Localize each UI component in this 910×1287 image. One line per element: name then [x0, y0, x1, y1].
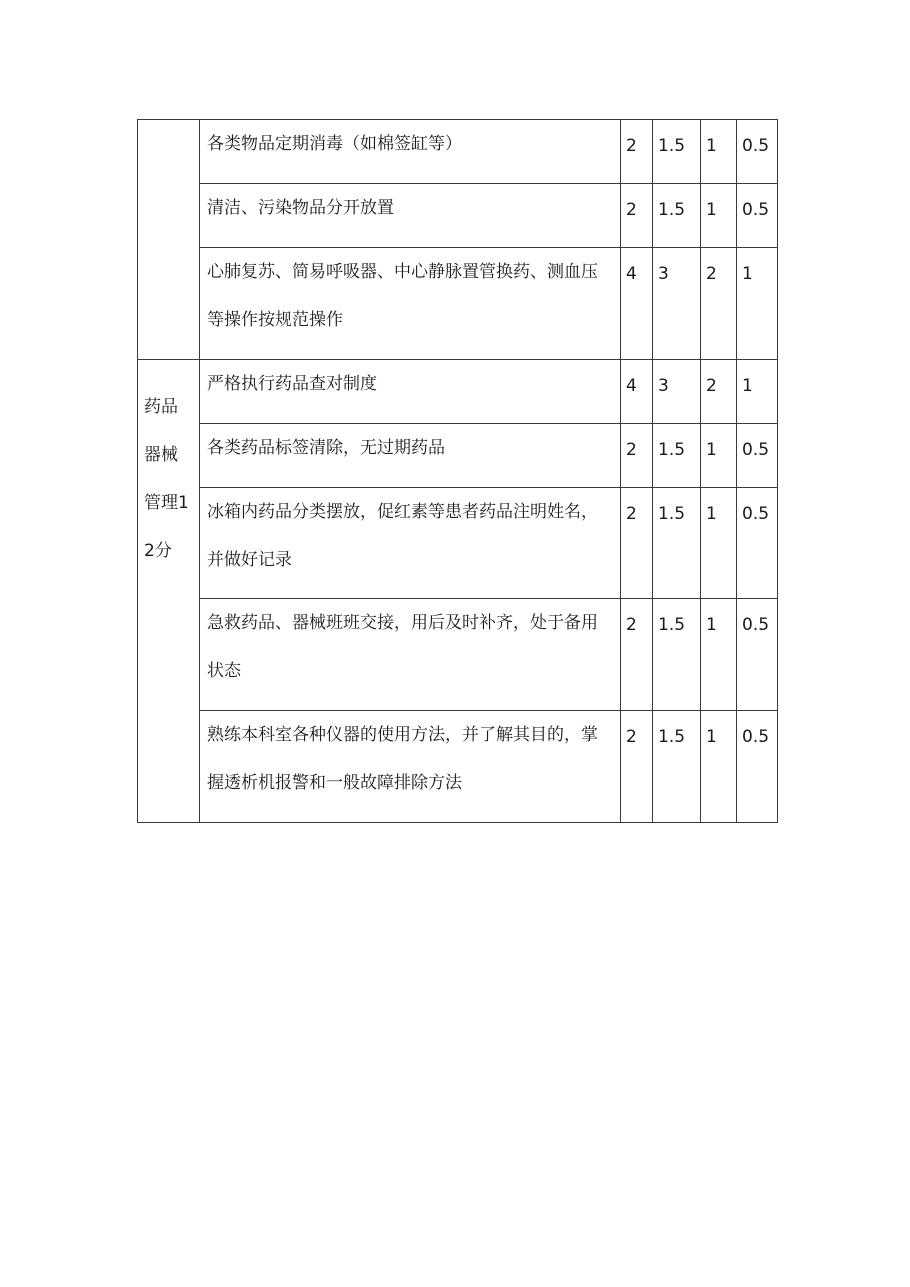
- item-cell: [200, 184, 621, 248]
- score-cell: [621, 248, 653, 360]
- item-text: 各类物品定期消毒（如棉签缸等）: [207, 134, 462, 154]
- score-value: 1.5: [658, 136, 686, 156]
- score-cell: [737, 599, 778, 711]
- category-cell: [138, 360, 200, 823]
- category-cell: [138, 120, 200, 360]
- score-cell: [621, 711, 653, 823]
- scoring-table: [137, 119, 778, 823]
- item-cell: [200, 424, 621, 488]
- score-cell: [621, 424, 653, 488]
- score-value: 2: [626, 727, 637, 747]
- score-cell: [701, 424, 737, 488]
- score-value: 1: [706, 136, 717, 156]
- score-value: 2: [626, 136, 637, 156]
- score-cell: [737, 711, 778, 823]
- score-cell: [737, 488, 778, 599]
- score-cell: [653, 120, 701, 184]
- item-cell: [200, 248, 621, 360]
- score-value: 1.5: [658, 504, 686, 524]
- score-value: 4: [626, 376, 637, 396]
- score-cell: [737, 120, 778, 184]
- score-value: 0.5: [742, 615, 770, 635]
- score-value: 2: [706, 264, 717, 284]
- table-row: [138, 248, 778, 360]
- score-cell: [621, 599, 653, 711]
- score-cell: [737, 184, 778, 248]
- score-value: 1.5: [658, 727, 686, 747]
- score-cell: [621, 360, 653, 424]
- score-value: 1: [706, 440, 717, 460]
- score-value: 1: [706, 727, 717, 747]
- score-value: 3: [658, 376, 669, 396]
- table-row: [138, 488, 778, 599]
- score-cell: [653, 360, 701, 424]
- score-value: 1.5: [658, 615, 686, 635]
- item-cell: [200, 360, 621, 424]
- item-cell: [200, 711, 621, 823]
- score-cell: [653, 184, 701, 248]
- score-value: 1.5: [658, 440, 686, 460]
- table-row: [138, 120, 778, 184]
- score-cell: [701, 360, 737, 424]
- score-value: 0.5: [742, 504, 770, 524]
- table-row: [138, 424, 778, 488]
- score-cell: [737, 424, 778, 488]
- item-text: 各类药品标签清除，无过期药品: [207, 438, 445, 458]
- score-cell: [653, 711, 701, 823]
- score-cell: [701, 599, 737, 711]
- score-cell: [701, 248, 737, 360]
- score-cell: [653, 488, 701, 599]
- score-cell: [737, 360, 778, 424]
- score-cell: [621, 488, 653, 599]
- score-value: 2: [626, 440, 637, 460]
- item-text: 急救药品、器械班班交接，用后及时补齐，处于备用状态: [207, 613, 598, 681]
- score-cell: [653, 248, 701, 360]
- score-cell: [621, 120, 653, 184]
- score-cell: [653, 599, 701, 711]
- item-text: 严格执行药品查对制度: [207, 374, 377, 394]
- score-value: 3: [658, 264, 669, 284]
- table-row: [138, 360, 778, 424]
- table-row: [138, 711, 778, 823]
- table-row: [138, 184, 778, 248]
- score-value: 1: [742, 264, 753, 284]
- score-value: 2: [626, 200, 637, 220]
- score-value: 0.5: [742, 200, 770, 220]
- score-cell: [701, 184, 737, 248]
- category-label: 药品器械管理12分: [144, 397, 189, 561]
- score-value: 1: [706, 504, 717, 524]
- score-value: 0.5: [742, 440, 770, 460]
- item-cell: [200, 488, 621, 599]
- score-value: 4: [626, 264, 637, 284]
- score-value: 1: [706, 615, 717, 635]
- score-value: 2: [706, 376, 717, 396]
- score-value: 1: [706, 200, 717, 220]
- score-cell: [701, 488, 737, 599]
- item-text: 熟练本科室各种仪器的使用方法，并了解其目的，掌握透析机报警和一般故障排除方法: [207, 725, 598, 793]
- score-cell: [653, 424, 701, 488]
- score-value: 0.5: [742, 136, 770, 156]
- score-cell: [621, 184, 653, 248]
- item-text: 冰箱内药品分类摆放，促红素等患者药品注明姓名，并做好记录: [207, 502, 598, 570]
- table-row: [138, 599, 778, 711]
- item-text: 清洁、污染物品分开放置: [207, 198, 394, 218]
- score-value: 0.5: [742, 727, 770, 747]
- score-value: 2: [626, 504, 637, 524]
- item-cell: [200, 599, 621, 711]
- score-cell: [701, 120, 737, 184]
- score-cell: [701, 711, 737, 823]
- score-value: 1: [742, 376, 753, 396]
- score-cell: [737, 248, 778, 360]
- score-value: 1.5: [658, 200, 686, 220]
- score-value: 2: [626, 615, 637, 635]
- item-text: 心肺复苏、简易呼吸器、中心静脉置管换药、测血压等操作按规范操作: [207, 262, 598, 330]
- item-cell: [200, 120, 621, 184]
